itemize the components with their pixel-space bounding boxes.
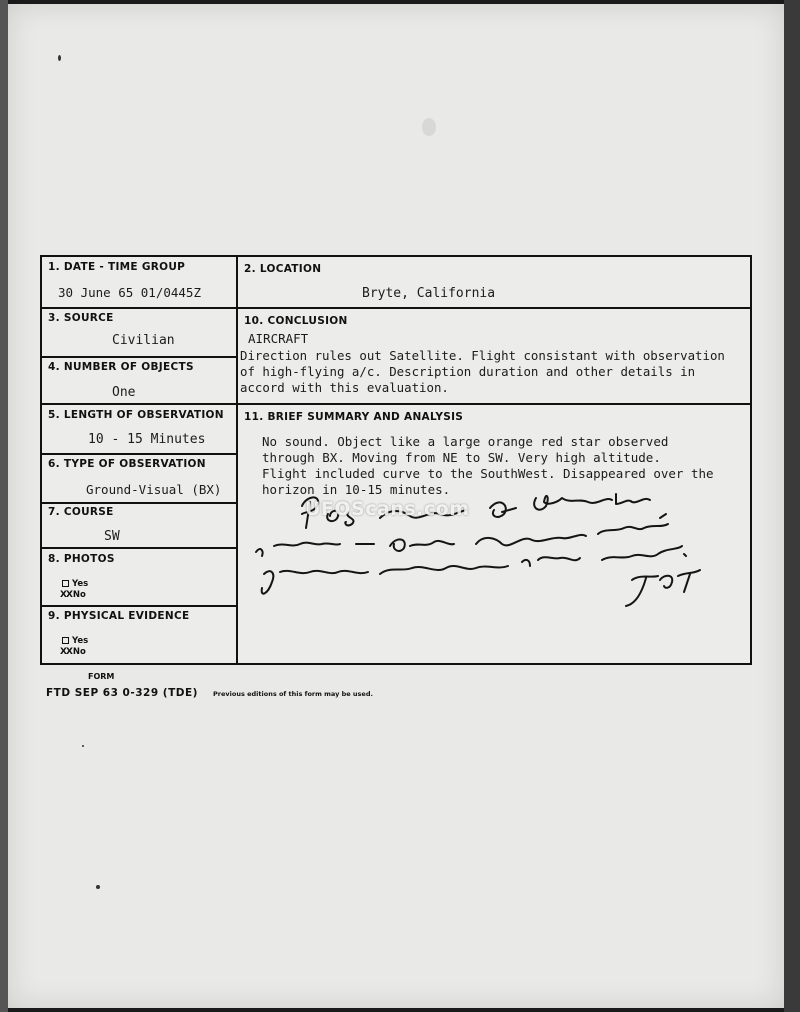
row-divider [42, 307, 238, 309]
scan-edge-left [0, 0, 8, 1012]
form-id-row [46, 681, 373, 700]
checkbox-empty-icon [62, 637, 69, 644]
conclusion-line: of high-flying a/c. Description duration and other details in [240, 364, 696, 379]
source-value: Civilian [112, 333, 175, 348]
site-watermark: UFOScans.com [305, 498, 470, 520]
length-of-observation-value: 10 - 15 Minutes [88, 432, 206, 447]
form-word: FORM [88, 672, 115, 681]
physical-evidence-yes-option [62, 636, 88, 646]
form-number: FTD SEP 63 0-329 (TDE) [46, 687, 198, 699]
physical-evidence-no-option [60, 647, 86, 657]
row-divider [42, 403, 238, 405]
number-of-objects-value: One [112, 385, 136, 400]
course-label: 7. COURSE [48, 506, 114, 518]
location-value: Bryte, California [362, 286, 496, 301]
row-divider [42, 502, 238, 504]
physical-evidence-no-text: No [72, 647, 86, 657]
photos-no-text: No [72, 590, 86, 600]
row-divider [42, 453, 238, 455]
row-divider [42, 356, 238, 358]
brief-summary-label: 11. BRIEF SUMMARY AND ANALYSIS [244, 411, 464, 423]
scan-speck [58, 55, 61, 61]
date-time-value: 30 June 65 01/0445Z [58, 285, 201, 300]
row-divider [236, 403, 752, 405]
checkbox-empty-icon [62, 580, 69, 587]
row-divider [42, 547, 238, 549]
summary-line: Flight included curve to the SouthWest. Disappeared over the [262, 466, 714, 481]
physical-evidence-label: 9. PHYSICAL EVIDENCE [48, 610, 190, 622]
scan-edge-right [784, 0, 800, 1012]
photos-no-option [60, 590, 86, 600]
form-footer [46, 672, 373, 700]
location-label: 2. LOCATION [244, 263, 322, 275]
scan-speck [82, 745, 84, 747]
summary-line: horizon in 10-15 minutes. [262, 482, 451, 497]
length-of-observation-label: 5. LENGTH OF OBSERVATION [48, 409, 224, 421]
type-of-observation-label: 6. TYPE OF OBSERVATION [48, 458, 206, 470]
photos-yes-option [62, 579, 88, 589]
scan-speck [422, 118, 436, 136]
form-edition-note: Previous editions of this form may be used. [213, 690, 373, 698]
scan-speck [96, 885, 100, 889]
date-time-label: 1. DATE - TIME GROUP [48, 261, 186, 273]
conclusion-line: accord with this evaluation. [240, 380, 449, 395]
row-divider [42, 605, 238, 607]
course-value: SW [104, 529, 120, 544]
photos-yes-text: Yes [72, 579, 89, 589]
conclusion-line: Direction rules out Satellite. Flight consistant with observation [240, 348, 725, 363]
typed-x-mark-icon: XX [60, 647, 72, 657]
number-of-objects-label: 4. NUMBER OF OBJECTS [48, 361, 194, 373]
summary-line: through BX. Moving from NE to SW. Very high altitude. [262, 450, 661, 465]
summary-line: No sound. Object like a large orange red star observed [262, 434, 669, 449]
conclusion-label: 10. CONCLUSION [244, 315, 348, 327]
type-of-observation-value: Ground-Visual (BX) [86, 482, 222, 497]
conclusion-title: AIRCRAFT [248, 331, 309, 346]
physical-evidence-yes-text: Yes [72, 636, 89, 646]
source-label: 3. SOURCE [48, 312, 114, 324]
typed-x-mark-icon: XX [60, 590, 72, 600]
column-divider [236, 257, 238, 663]
row-divider [236, 307, 752, 309]
photos-label: 8. PHOTOS [48, 553, 115, 565]
